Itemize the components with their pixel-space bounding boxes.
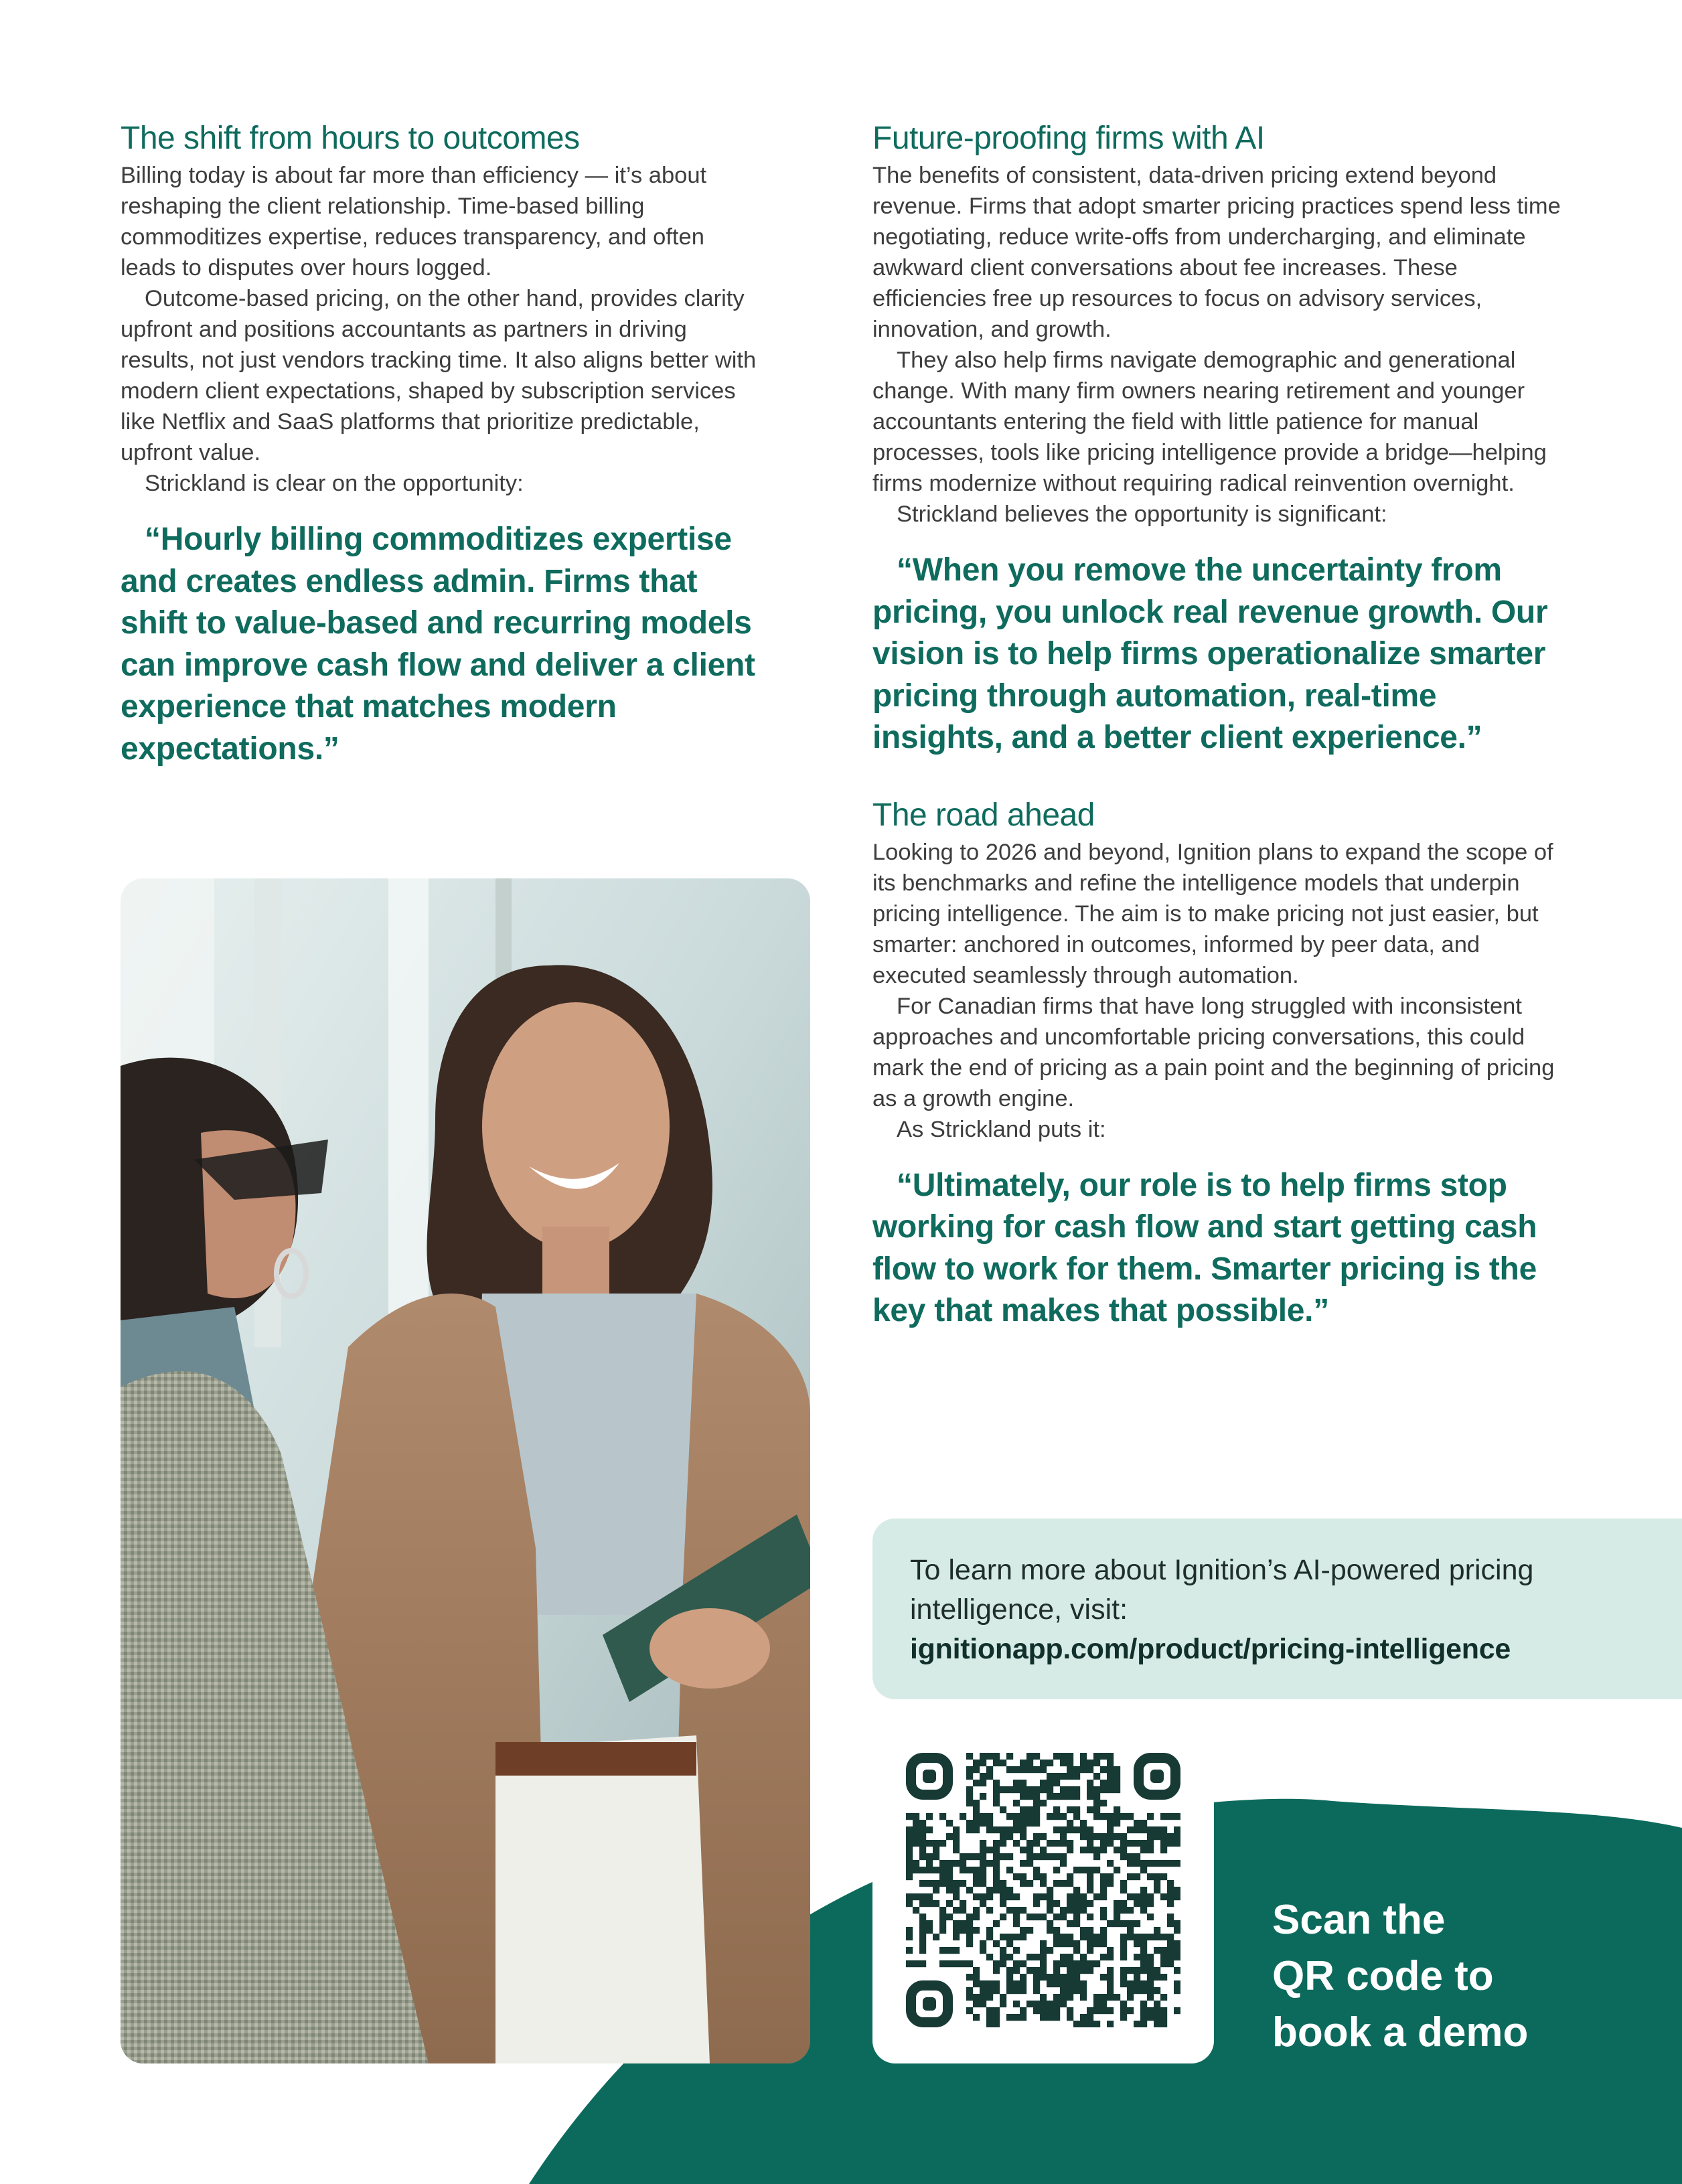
- paragraph-outcome-based: Outcome-based pricing, on the other hand, provides clarity upfront and positions accountants as partners in driving results, not just vendors tracking time. It also aligns better with modern client expectations, shaped by subscription services like Netflix and SaaS platforms that prioritize predictable, upfront value.: [121, 286, 757, 465]
- pull-quote-hourly-billing: “Hourly billing commoditizes expertise and creates endless admin. Firms that shift to value-based and recurring models can improve cash flow and deliver a client experience that matches modern expectations.”: [121, 522, 755, 767]
- paragraph-benefits: The benefits of consistent, data-driven pricing extend beyond revenue. Firms that adopt smarter pricing practices spend less time negotiating, reduce write-offs from undercharging, and eliminate awkward client conversations about fee increases. These efficiencies free up resources to focus on advisory services, innovation, and growth.: [872, 163, 1561, 342]
- paragraph-billing-today: Billing today is about far more than efficiency — it’s about reshaping the client relationship. Time-based billing commoditizes expertise, reduces transparency, and often leads to disputes over hours logged.: [121, 163, 707, 281]
- pricing-intelligence-link[interactable]: ignitionapp.com/product/pricing-intelligence: [910, 1633, 1511, 1665]
- pull-quote-ultimately: “Ultimately, our role is to help firms stop working for cash flow and start getting cash flow to work for them. Smarter pricing is the key that makes that possible.”: [872, 1167, 1537, 1328]
- paragraph-as-strickland-puts-it: As Strickland puts it:: [897, 1116, 1106, 1142]
- scan-line-2: QR code to: [1272, 1953, 1494, 1999]
- paragraph-strickland-believes: Strickland believes the opportunity is significant:: [897, 501, 1387, 527]
- scan-line-1: Scan the: [1272, 1897, 1446, 1943]
- paragraph-looking-to-2026: Looking to 2026 and beyond, Ignition plans to expand the scope of its benchmarks and refine the intelligence models that underpin pricing intelligence. The aim is to make pricing not just easier, but smarter: anchored in outcomes, informed by peer data, and executed seamlessly through automation.: [872, 839, 1553, 988]
- pull-quote-remove-uncertainty: “When you remove the uncertainty from pricing, you unlock real revenue growth. Our vision is to help firms operationalize smarter pricing through automation, real-time insights, and a better client experience.”: [872, 552, 1548, 755]
- learn-more-box: [872, 1518, 1682, 1699]
- left-column: [121, 117, 763, 770]
- qr-code-icon[interactable]: [906, 1753, 1180, 2027]
- right-column: [872, 117, 1562, 1332]
- section-heading-future-proofing: Future-proofing firms with AI: [872, 121, 1265, 156]
- scan-qr-callout: [1272, 1892, 1647, 2061]
- photo-two-women-talking: [121, 878, 810, 2063]
- learn-more-text: To learn more about Ignition’s AI-powered pricing intelligence, visit:: [910, 1554, 1534, 1626]
- paragraph-demographic-change: They also help firms navigate demographic and generational change. With many firm owners nearing retirement and younger accountants entering the field with little patience for manual processes, tools like pricing intelligence provide a bridge—helping firms modernize without requiring radical reinvention overnight.: [872, 347, 1547, 496]
- section-heading-road-ahead: The road ahead: [872, 797, 1095, 833]
- qr-code-card: [872, 1739, 1214, 2063]
- paragraph-strickland-intro: Strickland is clear on the opportunity:: [145, 471, 524, 496]
- paragraph-canadian-firms: For Canadian firms that have long struggled with inconsistent approaches and uncomfortable pricing conversations, this could mark the end of pricing as a pain point and the beginning of pricing as a growth engine.: [872, 993, 1555, 1111]
- section-heading-hours-to-outcomes: The shift from hours to outcomes: [121, 121, 580, 156]
- scan-line-3: book a demo: [1272, 2009, 1529, 2055]
